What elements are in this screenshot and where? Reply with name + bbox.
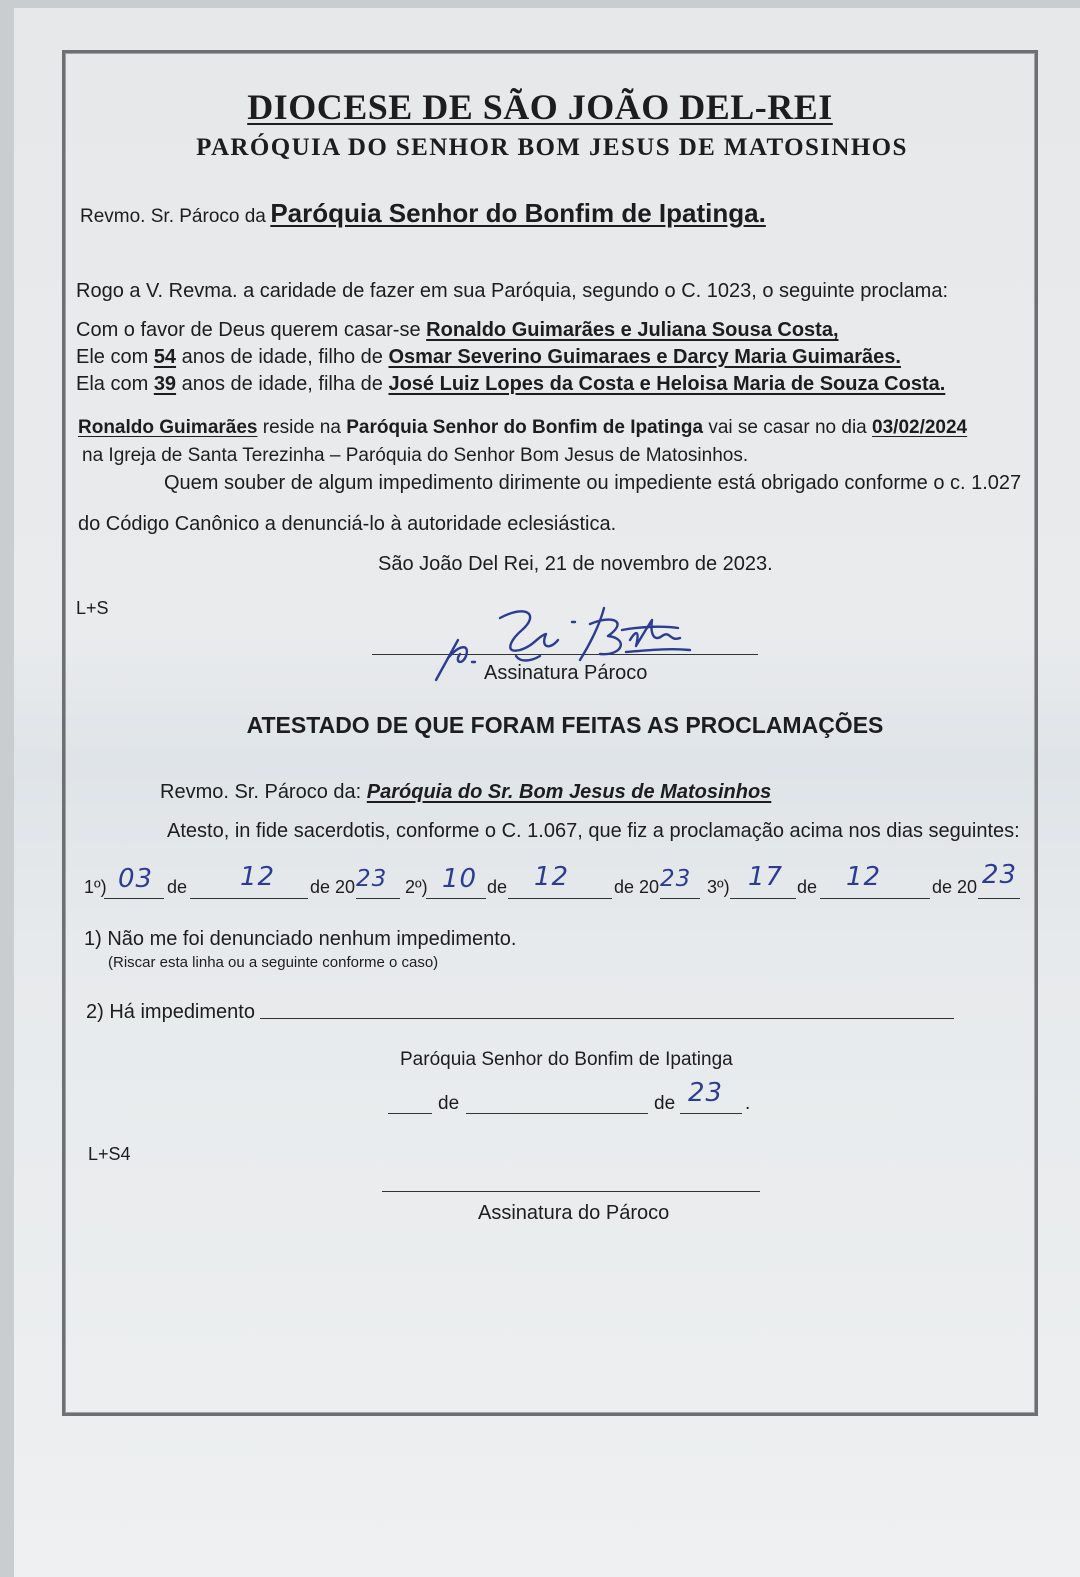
attestation-statement: Atesto, in fide sacerdotis, conforme o C. 1.067, que fiz a proclamação acima nos dias seguintes: bbox=[167, 820, 1020, 842]
signature-label-2: Assinatura do Pároco bbox=[478, 1202, 670, 1224]
request-text: Rogo a V. Revma. a caridade de fazer em sua Paróquia, segundo o C. 1023, o seguinte proclama: bbox=[76, 280, 949, 302]
groom-prefix: Ele com bbox=[76, 346, 149, 368]
third-label: 3º) bbox=[707, 877, 730, 897]
first-day: 03 bbox=[118, 864, 154, 894]
second-month-line bbox=[508, 898, 612, 899]
impediment-line-1: Quem souber de algum impedimento dirimente ou impediente está obrigado conforme o c. 1.027 bbox=[164, 472, 1022, 494]
attest-day-line bbox=[388, 1113, 432, 1114]
addressee-line bbox=[80, 198, 766, 229]
attestation-heading: ATESTADO DE QUE FORAM FEITAS AS PROCLAMAÇÕES bbox=[246, 712, 884, 738]
seal-label-1: L+S bbox=[76, 598, 109, 618]
option-note: (Riscar esta linha ou a seguinte conforme o caso) bbox=[108, 954, 439, 971]
bride-prefix: Ela com bbox=[76, 373, 149, 395]
third-de: de bbox=[797, 877, 818, 897]
first-de: de bbox=[167, 877, 188, 897]
groom-age: 54 bbox=[153, 346, 177, 368]
first-year: 23 bbox=[356, 866, 388, 892]
impediment-line bbox=[260, 1018, 954, 1019]
first-label: 1º) bbox=[84, 877, 107, 897]
second-label: 2º) bbox=[405, 877, 428, 897]
third-month-line bbox=[820, 898, 930, 899]
impediment-line-2: do Código Canônico a denunciá-lo à autoridade eclesiástica. bbox=[78, 513, 617, 535]
first-day-line bbox=[104, 898, 164, 899]
attest-year: 23 bbox=[688, 1078, 724, 1108]
attest-period: . bbox=[745, 1093, 751, 1114]
residence-parish: Paróquia Senhor do Bonfim de Ipatinga bbox=[346, 417, 704, 438]
bride-mid: anos de idade, filha de bbox=[181, 373, 383, 395]
second-de: de bbox=[487, 877, 508, 897]
first-year-line bbox=[356, 898, 400, 899]
second-day-line bbox=[426, 898, 486, 899]
third-year: 23 bbox=[982, 860, 1018, 890]
addressee-prefix: Revmo. Sr. Pároco da bbox=[80, 206, 266, 227]
addressee-parish: Paróquia Senhor do Bonfim de Ipatinga. bbox=[270, 198, 766, 228]
attest-year-line bbox=[680, 1113, 742, 1114]
bride-parents: José Luiz Lopes da Costa e Heloisa Maria de Souza Costa. bbox=[388, 373, 946, 395]
attest-month-line bbox=[466, 1113, 648, 1114]
third-de20: de 20 bbox=[932, 877, 978, 897]
couple-intro: Com o favor de Deus querem casar-se bbox=[76, 319, 421, 341]
couple-line bbox=[76, 319, 839, 342]
attestation-addressee bbox=[160, 781, 771, 804]
first-de20: de 20 bbox=[310, 877, 356, 897]
second-year: 23 bbox=[660, 866, 692, 892]
attestation-addressee-prefix: Revmo. Sr. Pároco da: bbox=[160, 781, 362, 803]
groom-line bbox=[76, 346, 901, 369]
attest-de-1: de bbox=[438, 1093, 460, 1114]
option-impediment: 2) Há impedimento bbox=[86, 1001, 255, 1023]
third-day-line bbox=[730, 898, 796, 899]
residence-text2: vai se casar no dia bbox=[708, 417, 867, 438]
couple-names: Ronaldo Guimarães e Juliana Sousa Costa, bbox=[426, 319, 839, 341]
seal-label-2: L+S4 bbox=[88, 1144, 131, 1164]
third-year-line bbox=[978, 898, 1020, 899]
second-day: 10 bbox=[442, 864, 478, 894]
second-month: 12 bbox=[534, 862, 570, 892]
signature-label-1: Assinatura Pároco bbox=[484, 662, 648, 684]
bride-line bbox=[76, 373, 945, 396]
attestation-parish: Paróquia Senhor do Bonfim de Ipatinga bbox=[400, 1049, 733, 1070]
groom-parents: Osmar Severino Guimaraes e Darcy Maria Guimarães. bbox=[388, 346, 901, 368]
wedding-date: 03/02/2024 bbox=[872, 417, 968, 438]
first-month: 12 bbox=[240, 862, 276, 892]
diocese-title: DIOCESE DE SÃO JOÃO DEL-REI bbox=[247, 87, 833, 127]
residence-name: Ronaldo Guimarães bbox=[78, 417, 258, 438]
attestation-addressee-parish: Paróquia do Sr. Bom Jesus de Matosinhos bbox=[366, 781, 772, 803]
parish-subtitle: PARÓQUIA DO SENHOR BOM JESUS DE MATOSINHOS bbox=[196, 134, 908, 161]
residence-line bbox=[78, 417, 967, 439]
second-de20: de 20 bbox=[614, 877, 660, 897]
proclamation-dates-row bbox=[0, 860, 1080, 910]
bride-age: 39 bbox=[153, 373, 177, 395]
third-day: 17 bbox=[748, 862, 784, 892]
second-year-line bbox=[660, 898, 700, 899]
attest-de-2: de bbox=[654, 1093, 676, 1114]
option-no-impediment: 1) Não me foi denunciado nenhum impedimento. bbox=[84, 928, 517, 950]
residence-text1: reside na bbox=[262, 417, 341, 438]
signature-line-2 bbox=[382, 1191, 760, 1192]
third-month: 12 bbox=[846, 862, 882, 892]
place-date: São João Del Rei, 21 de novembro de 2023. bbox=[378, 553, 773, 575]
church-line: na Igreja de Santa Terezinha – Paróquia do Senhor Bom Jesus de Matosinhos. bbox=[82, 445, 749, 466]
groom-mid: anos de idade, filho de bbox=[181, 346, 383, 368]
first-month-line bbox=[190, 898, 308, 899]
